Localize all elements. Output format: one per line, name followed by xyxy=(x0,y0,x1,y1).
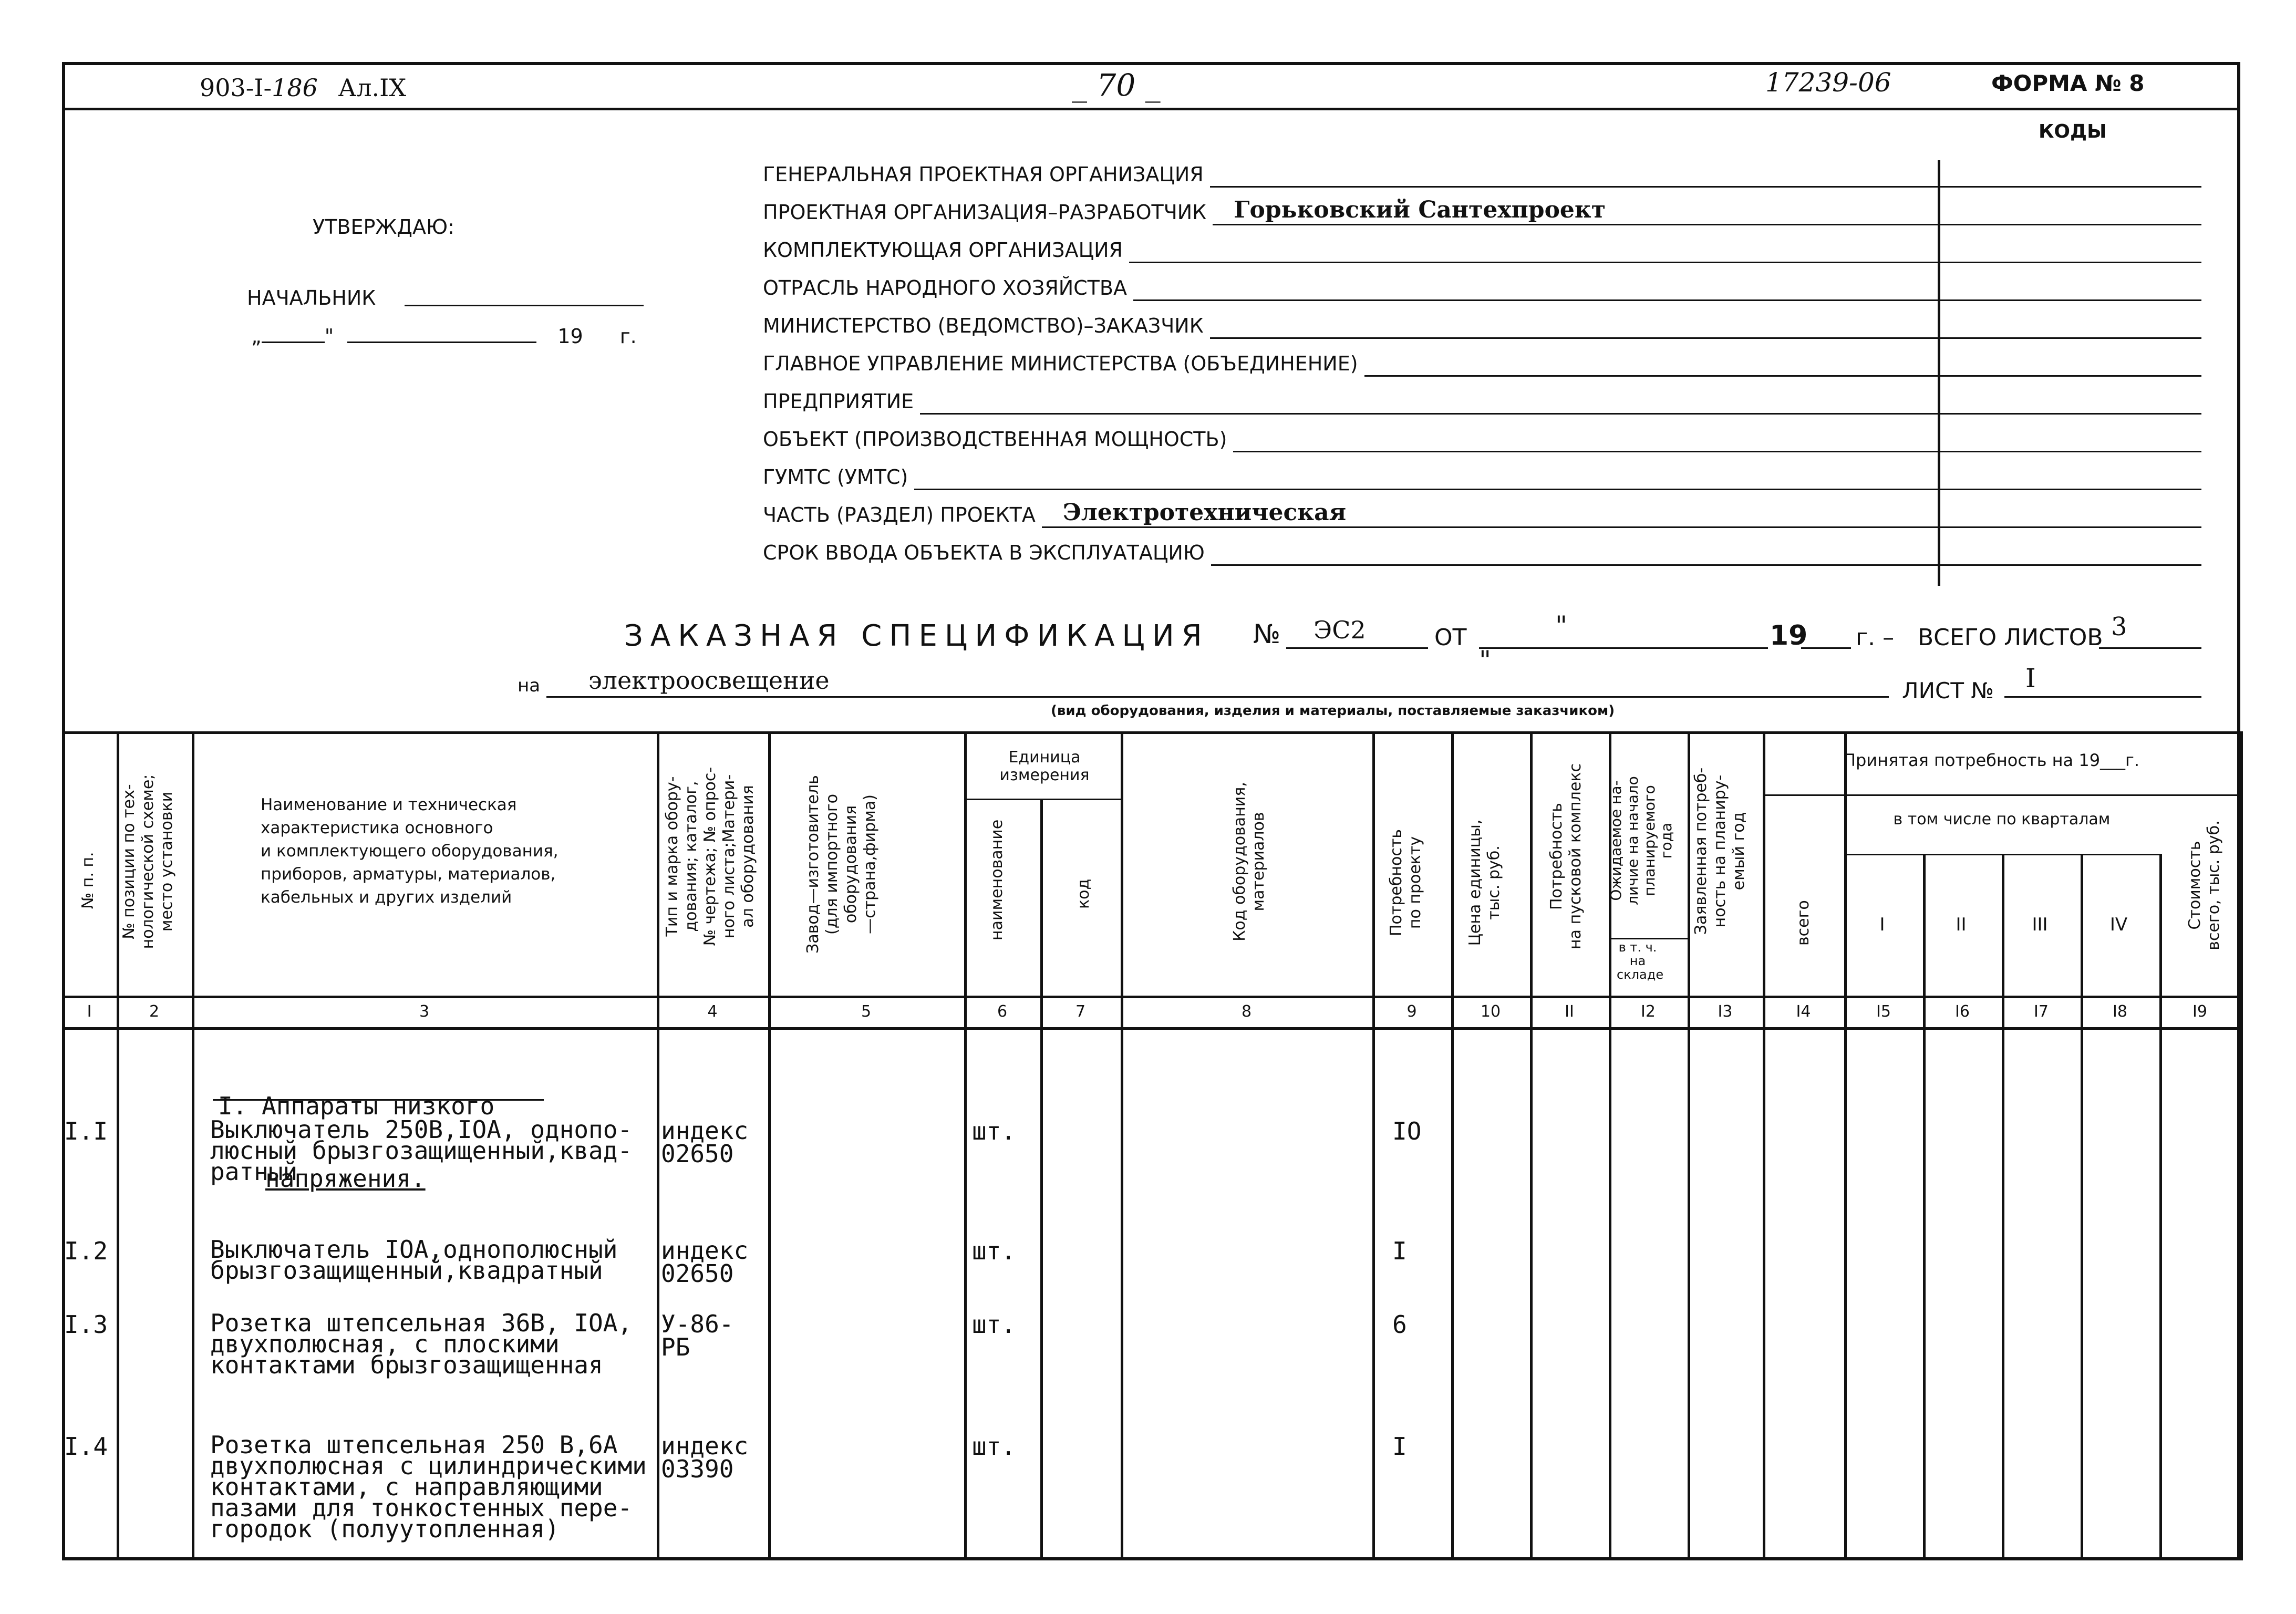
header-q3: III xyxy=(2032,914,2048,935)
sheet-line xyxy=(2004,696,2201,698)
org-field-line xyxy=(914,489,2201,490)
org-field-line xyxy=(1364,375,2201,377)
row-unit: шт. xyxy=(972,1117,1016,1145)
row-unit: шт. xyxy=(972,1432,1016,1461)
header-equipment-code: Код оборудования, материалов xyxy=(1230,782,1268,942)
spec-for-line xyxy=(546,696,1889,698)
grid-column-line xyxy=(1040,799,1043,1560)
org-field-line xyxy=(920,413,2201,415)
grid-column-line xyxy=(192,731,194,1560)
row-name-line: двухполюсная, с плоскими xyxy=(210,1330,560,1358)
head-signature-line xyxy=(405,305,644,306)
row-unit: шт. xyxy=(972,1310,1016,1339)
column-number: 9 xyxy=(1406,1002,1417,1021)
org-field-label: ПРОЕКТНАЯ ОРГАНИЗАЦИЯ–РАЗРАБОТЧИК xyxy=(763,201,1207,224)
document-code: 903-I-186 Ал.IX xyxy=(200,74,407,102)
row-number: I.3 xyxy=(64,1310,108,1339)
column-number: II xyxy=(1565,1002,1574,1021)
spec-title: ЗАКАЗНАЯ СПЕЦИФИКАЦИЯ xyxy=(624,619,1209,653)
header-in-stock: в т. ч. на складе xyxy=(1617,940,1664,982)
total-sheets-value: 3 xyxy=(2111,612,2127,642)
org-field-label: ГУМТС (УМТС) xyxy=(763,465,908,489)
column-number: I9 xyxy=(2192,1002,2207,1021)
row-name-line: брызгозащищенный,квадратный xyxy=(210,1256,603,1285)
grid-header-bottom xyxy=(62,996,2240,998)
column-number: 2 xyxy=(149,1002,160,1021)
grid-column-line xyxy=(117,731,119,1560)
row-number: I.I xyxy=(64,1117,108,1145)
header-accepted-demand: Принятая потребность на 19___г. xyxy=(1843,750,2140,770)
spec-from-label: ОТ xyxy=(1434,624,1467,651)
header-unit-group: Единица измерения xyxy=(999,748,1090,784)
org-field-line xyxy=(1129,262,2201,263)
sheet-label: ЛИСТ № xyxy=(1902,678,1994,703)
column-number: I4 xyxy=(1796,1002,1811,1021)
row-name-line: контактами брызгозащищенная xyxy=(210,1351,603,1379)
grid-column-line xyxy=(2081,854,2083,1560)
spec-quote-2: " xyxy=(1479,645,1491,676)
spec-for-value: электроосвещение xyxy=(588,666,830,695)
header-expected-stock: Ожидаемое на- личие на начало планируемого года xyxy=(1607,776,1675,905)
section-title: I. Аппараты низкого напряжения. xyxy=(218,1092,495,1193)
row-type xyxy=(661,1116,749,1168)
org-field-line xyxy=(1233,451,2201,452)
spec-year-prefix: 19 xyxy=(1770,620,1808,651)
row-type xyxy=(661,1236,749,1288)
head-label: НАЧАЛЬНИК xyxy=(247,286,376,309)
org-field-line xyxy=(1210,186,2201,188)
row-name xyxy=(210,1309,633,1379)
row-number: I.4 xyxy=(64,1432,108,1461)
section-title-underline xyxy=(213,1099,544,1101)
row-quantity: IО xyxy=(1392,1117,1422,1145)
row-name-line: городок (полуутопленная) xyxy=(210,1515,560,1543)
header-type-mark: Тип и марка обору- дования; каталог, № чертежа; № опрос- ного листа;Матери- ал оборудования xyxy=(663,767,757,946)
spec-for-label: на xyxy=(518,675,541,696)
header-q4: IV xyxy=(2109,914,2128,935)
column-number: I6 xyxy=(1955,1002,1970,1021)
org-field-value: Электротехническая xyxy=(1062,499,1347,526)
grid-column-line xyxy=(1530,731,1533,1560)
spec-quote-1: " xyxy=(1555,611,1567,641)
spec-caption: (вид оборудования, изделия и материалы, поставляемые заказчиком) xyxy=(1051,703,1615,719)
header-name-desc: Наименование и техническая характеристика основного и комплектующего оборудования, приборов, арматуры, материалов, кабельных и других изделий xyxy=(261,795,559,907)
row-type-line: 03390 xyxy=(661,1455,734,1483)
column-number: I3 xyxy=(1718,1002,1733,1021)
grid-column-line xyxy=(657,731,659,1560)
codes-label: КОДЫ xyxy=(2039,121,2107,142)
column-number: 6 xyxy=(997,1002,1008,1021)
row-number: I.2 xyxy=(64,1237,108,1265)
header-unit-code: код xyxy=(1074,878,1093,909)
header-item-no: № п. п. xyxy=(79,852,97,909)
row-name-line: Выключатель 250В,IОА, однопо- xyxy=(210,1115,633,1144)
sheet-value: I xyxy=(2025,663,2036,694)
spec-date-line xyxy=(1479,647,1768,649)
org-field-label: МИНИСТЕРСТВО (ВЕДОМСТВО)–ЗАКАЗЧИК xyxy=(763,314,1204,337)
row-type-line: РБ xyxy=(661,1333,690,1361)
row-name xyxy=(210,1115,633,1186)
spec-number-line xyxy=(1286,647,1428,649)
org-field-line xyxy=(1211,564,2201,566)
row-name xyxy=(210,1235,618,1285)
row-name-line: Выключатель IОА,однополюсный xyxy=(210,1235,618,1264)
org-field-label: ЧАСТЬ (РАЗДЕЛ) ПРОЕКТА xyxy=(763,503,1036,526)
grid-column-line xyxy=(964,731,967,1560)
row-name-line: Розетка штепсельная 36В, IОА, xyxy=(210,1309,633,1337)
total-sheets-line xyxy=(2099,647,2201,649)
grid-column-line xyxy=(2240,731,2243,1560)
header-q1: I xyxy=(1879,914,1885,935)
row-name xyxy=(210,1431,647,1543)
row-type-line: индекс xyxy=(661,1236,749,1265)
org-field-label: ГЛАВНОЕ УПРАВЛЕНИЕ МИНИСТЕРСТВА (ОБЪЕДИНЕНИЕ) xyxy=(763,352,1358,375)
row-name-line: контактами, с направляющими xyxy=(210,1473,603,1501)
org-field-label: ПРЕДПРИЯТИЕ xyxy=(763,390,914,413)
top-strip-divider xyxy=(62,108,2240,110)
row-type-line: индекс xyxy=(661,1116,749,1145)
header-declared-demand: Заявленная потреб- ность на планиру- емый год xyxy=(1692,767,1748,935)
row-name-line: люсный брызгозащищенный,квад- xyxy=(210,1136,633,1165)
grid-column-line xyxy=(1763,731,1765,1560)
grid-column-line xyxy=(2002,854,2004,1560)
org-field-label: СРОК ВВОДА ОБЪЕКТА В ЭКСПЛУАТАЦИЮ xyxy=(763,541,1205,564)
column-number: 3 xyxy=(419,1002,430,1021)
org-field-line xyxy=(1213,224,2201,225)
grid-column-line xyxy=(1923,854,1926,1560)
header-startup-demand: Потребность на пусковой комплекс xyxy=(1547,763,1585,949)
org-field-line xyxy=(1133,299,2201,301)
column-number: 7 xyxy=(1075,1002,1086,1021)
grid-column-line xyxy=(1688,731,1690,1560)
grid-column-line xyxy=(1372,731,1375,1560)
row-type-line: индекс xyxy=(661,1432,749,1460)
column-number: I xyxy=(87,1002,92,1021)
table-top-border xyxy=(62,731,2240,734)
org-field-label: ОТРАСЛЬ НАРОДНОГО ХОЗЯЙСТВА xyxy=(763,276,1127,299)
header-position-no: № позиции по тех- нологической схеме; место установки xyxy=(120,774,176,949)
grid-column-line xyxy=(1451,731,1454,1560)
column-number: I7 xyxy=(2034,1002,2049,1021)
row-quantity: 6 xyxy=(1392,1310,1407,1339)
row-type xyxy=(661,1312,733,1359)
row-unit: шт. xyxy=(972,1237,1016,1265)
column-number: 4 xyxy=(707,1002,718,1021)
header-unit-price: Цена единицы, тыс. руб. xyxy=(1466,819,1503,946)
approve-title: УТВЕРЖДАЮ: xyxy=(313,215,454,239)
form-label: ФОРМА № 8 xyxy=(1991,70,2145,96)
row-type-line: 02650 xyxy=(661,1259,734,1288)
spec-number-value: ЭС2 xyxy=(1314,616,1366,644)
row-quantity: I xyxy=(1392,1432,1407,1461)
header-total: всего xyxy=(1794,900,1813,946)
grid-column-line xyxy=(2159,854,2162,1560)
header-quarters-group: в том числе по кварталам xyxy=(1893,810,2111,829)
grid-header-line xyxy=(1844,854,2159,855)
total-sheets-label: ВСЕГО ЛИСТОВ xyxy=(1918,624,2103,651)
org-field-value: Горьковский Сантехпроект xyxy=(1234,196,1606,223)
header-unit-name: наименование xyxy=(988,819,1006,940)
org-field-line xyxy=(1210,337,2201,339)
column-number: I5 xyxy=(1876,1002,1891,1021)
header-cost: Стоимость всего, тыс. руб. xyxy=(2186,820,2223,950)
page-number: _ 70 _ xyxy=(1072,67,1161,103)
header-project-demand: Потребность по проекту xyxy=(1387,829,1424,937)
column-number: 10 xyxy=(1480,1002,1501,1021)
approve-date: „ " 19 г. xyxy=(251,325,637,348)
header-q2: II xyxy=(1956,914,1967,935)
row-quantity: I xyxy=(1392,1237,1407,1265)
row-name-line: ратный xyxy=(210,1157,298,1186)
spec-year-line xyxy=(1801,647,1851,649)
row-name-line: пазами для тонкостенных пере- xyxy=(210,1494,633,1522)
org-field-label: ГЕНЕРАЛЬНАЯ ПРОЕКТНАЯ ОРГАНИЗАЦИЯ xyxy=(763,163,1204,186)
grid-column-line xyxy=(1121,731,1123,1560)
row-type-line: У-86- xyxy=(661,1310,734,1338)
header-manufacturer: Завод—изготовитель (для импортного оборудования —страна,фирма) xyxy=(804,775,879,954)
row-name-line: двухполюсная с цилиндрическими xyxy=(210,1452,647,1480)
grid-header-line xyxy=(1763,794,2240,796)
column-number: I8 xyxy=(2113,1002,2127,1021)
org-field-label: КОМПЛЕКТУЮЩАЯ ОРГАНИЗАЦИЯ xyxy=(763,239,1123,262)
org-field-label: ОБЪЕКТ (ПРОИЗВОДСТВЕННАЯ МОЩНОСТЬ) xyxy=(763,428,1227,451)
row-type-line: 02650 xyxy=(661,1140,734,1168)
grid-header-line xyxy=(964,799,1121,800)
row-type xyxy=(661,1434,748,1481)
column-number: I2 xyxy=(1641,1002,1656,1021)
org-field-line xyxy=(1042,526,2201,528)
column-number: 5 xyxy=(861,1002,872,1021)
grid-column-line xyxy=(768,731,771,1560)
grid-column-line xyxy=(1844,731,1847,1560)
spec-number-label: № xyxy=(1253,619,1281,649)
spec-year-suffix: г. – xyxy=(1856,624,1895,651)
grid-colnum-bottom xyxy=(62,1027,2240,1030)
row-name-line: Розетка штепсельная 250 В,6А xyxy=(210,1431,618,1459)
grid-header-line xyxy=(1609,938,1688,939)
column-number: 8 xyxy=(1241,1002,1252,1021)
archive-number: 17239-06 xyxy=(1765,67,1891,98)
